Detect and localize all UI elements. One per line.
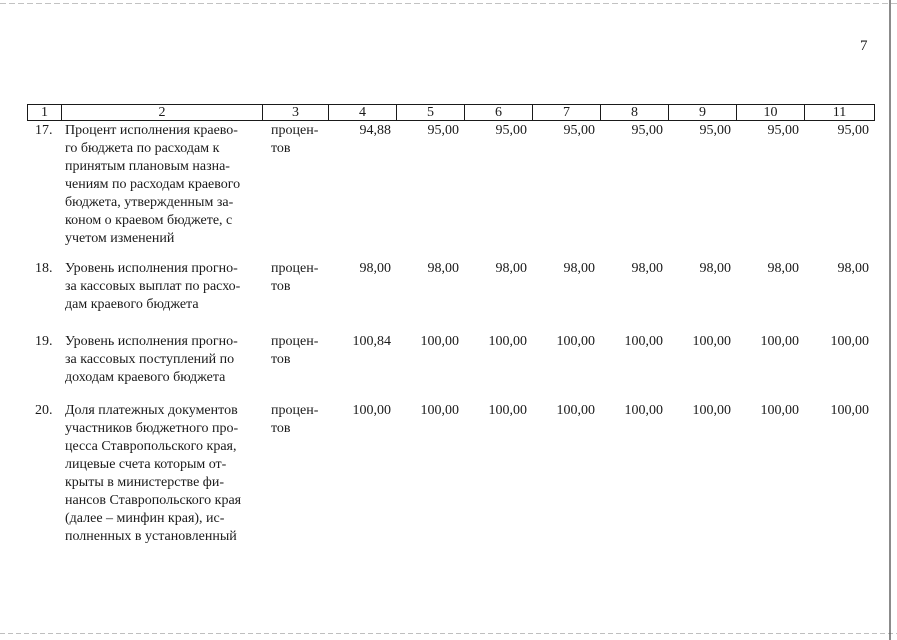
row-number: 20. bbox=[35, 403, 53, 418]
value-col-9: 100,00 bbox=[692, 403, 731, 418]
page-number: 7 bbox=[860, 38, 868, 54]
value-col-5: 100,00 bbox=[420, 403, 459, 418]
unit-line: процен- bbox=[271, 403, 319, 418]
unit-line: тов bbox=[271, 279, 291, 294]
description-line: Процент исполнения краево- bbox=[65, 123, 238, 138]
value-col-6: 98,00 bbox=[495, 261, 527, 276]
description-line: крыты в министерстве фи- bbox=[65, 475, 225, 490]
value-col-5: 98,00 bbox=[427, 261, 459, 276]
description-line: Уровень исполнения прогно- bbox=[65, 334, 238, 349]
header-cell-2: 2 bbox=[61, 105, 262, 120]
value-col-9: 98,00 bbox=[699, 261, 731, 276]
indicator-description bbox=[65, 333, 257, 387]
header-cell-7: 7 bbox=[532, 105, 600, 120]
row-number: 19. bbox=[35, 334, 53, 349]
unit-of-measure bbox=[271, 260, 327, 296]
header-cell-1: 1 bbox=[41, 105, 48, 120]
unit-line: тов bbox=[271, 352, 291, 367]
value-col-6: 95,00 bbox=[495, 123, 527, 138]
value-col-4: 98,00 bbox=[359, 261, 391, 276]
unit-of-measure bbox=[271, 122, 327, 158]
value-col-8: 100,00 bbox=[624, 334, 663, 349]
description-line: участников бюджетного про- bbox=[65, 421, 239, 436]
description-line: за кассовых поступлений по bbox=[65, 352, 235, 367]
description-line: (далее – минфин края), ис- bbox=[65, 511, 225, 526]
scan-edge-top bbox=[0, 3, 897, 4]
table-header-row bbox=[27, 104, 875, 121]
value-col-5: 100,00 bbox=[420, 334, 459, 349]
unit-of-measure bbox=[271, 402, 327, 438]
description-line: принятым плановым назна- bbox=[65, 159, 230, 174]
unit-line: процен- bbox=[271, 123, 319, 138]
value-col-10: 100,00 bbox=[760, 403, 799, 418]
value-col-11: 98,00 bbox=[837, 261, 869, 276]
value-col-10: 95,00 bbox=[767, 123, 799, 138]
value-col-11: 100,00 bbox=[830, 334, 869, 349]
value-col-5: 95,00 bbox=[427, 123, 459, 138]
unit-line: тов bbox=[271, 421, 291, 436]
unit-line: процен- bbox=[271, 261, 319, 276]
description-line: Уровень исполнения прогно- bbox=[65, 261, 238, 276]
description-line: бюджета, утвержденным за- bbox=[65, 195, 234, 210]
value-col-4: 100,84 bbox=[352, 334, 391, 349]
description-line: за кассовых выплат по расхо- bbox=[65, 279, 241, 294]
description-line: доходам краевого бюджета bbox=[65, 370, 226, 385]
description-line: учетом изменений bbox=[65, 231, 175, 246]
header-cell-11: 11 bbox=[804, 105, 874, 120]
description-line: нансов Ставропольского края bbox=[65, 493, 242, 508]
indicator-description bbox=[65, 402, 257, 546]
value-col-7: 100,00 bbox=[556, 403, 595, 418]
value-col-8: 100,00 bbox=[624, 403, 663, 418]
value-col-8: 98,00 bbox=[631, 261, 663, 276]
description-line: лицевые счета которым от- bbox=[65, 457, 227, 472]
description-line: го бюджета по расходам к bbox=[65, 141, 220, 156]
value-col-8: 95,00 bbox=[631, 123, 663, 138]
header-cell-5: 5 bbox=[396, 105, 464, 120]
value-col-9: 100,00 bbox=[692, 334, 731, 349]
description-line: Доля платежных документов bbox=[65, 403, 238, 418]
description-line: полненных в установленный bbox=[65, 529, 237, 544]
description-line: коном о краевом бюджете, с bbox=[65, 213, 233, 228]
indicator-description bbox=[65, 260, 257, 314]
value-col-7: 100,00 bbox=[556, 334, 595, 349]
description-line: дам краевого бюджета bbox=[65, 297, 199, 312]
unit-line: тов bbox=[271, 141, 291, 156]
header-cell-3: 3 bbox=[262, 105, 328, 120]
value-col-6: 100,00 bbox=[488, 403, 527, 418]
row-number: 18. bbox=[35, 261, 53, 276]
header-cell-10: 10 bbox=[736, 105, 804, 120]
header-cell-6: 6 bbox=[464, 105, 532, 120]
value-col-9: 95,00 bbox=[699, 123, 731, 138]
row-number: 17. bbox=[35, 123, 53, 138]
description-line: чениям по расходам краевого bbox=[65, 177, 241, 192]
indicator-description bbox=[65, 122, 257, 248]
value-col-10: 100,00 bbox=[760, 334, 799, 349]
unit-of-measure bbox=[271, 333, 327, 369]
value-col-4: 100,00 bbox=[352, 403, 391, 418]
value-col-11: 100,00 bbox=[830, 403, 869, 418]
header-cell-9: 9 bbox=[668, 105, 736, 120]
value-col-7: 95,00 bbox=[563, 123, 595, 138]
header-cell-4: 4 bbox=[328, 105, 396, 120]
value-col-7: 98,00 bbox=[563, 261, 595, 276]
header-cell-8: 8 bbox=[600, 105, 668, 120]
value-col-6: 100,00 bbox=[488, 334, 527, 349]
scan-edge-right bbox=[889, 0, 891, 640]
value-col-4: 94,88 bbox=[359, 123, 391, 138]
unit-line: процен- bbox=[271, 334, 319, 349]
value-col-11: 95,00 bbox=[837, 123, 869, 138]
value-col-10: 98,00 bbox=[767, 261, 799, 276]
scan-edge-bottom bbox=[0, 633, 897, 634]
description-line: цесса Ставропольского края, bbox=[65, 439, 237, 454]
